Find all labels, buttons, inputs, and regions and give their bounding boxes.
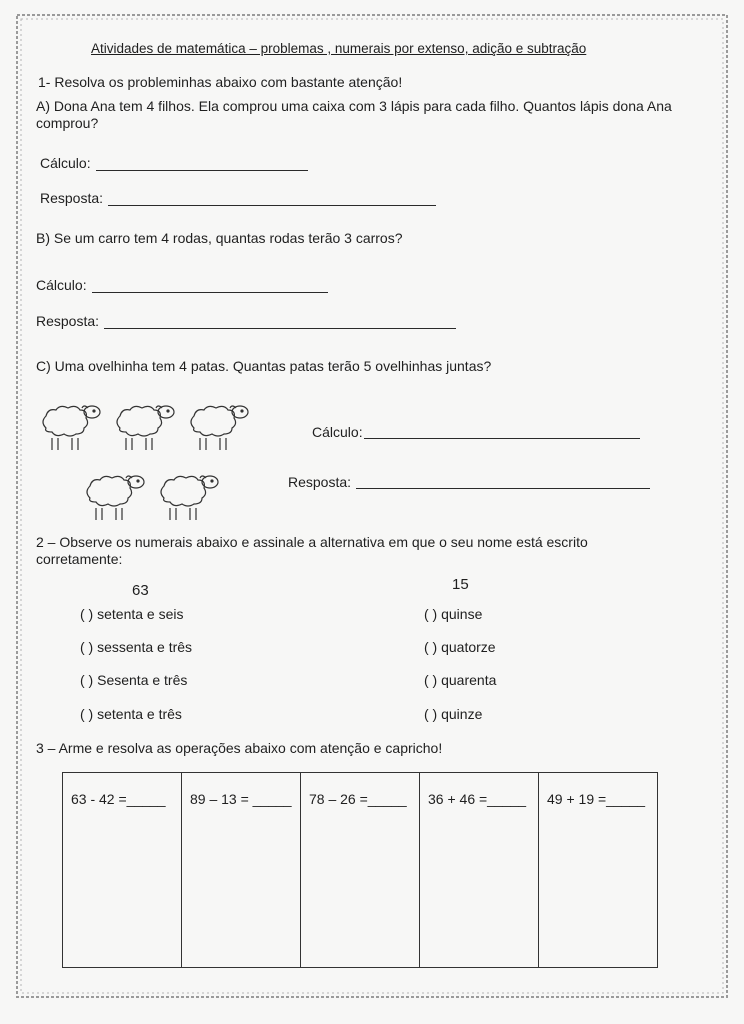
operation-text: 89 – 13 = _____ [190,791,292,807]
q1a-text: A) Dona Ana tem 4 filhos. Ela comprou uma caixa com 3 lápis para cada filho. Quantos lápis dona Ana comprou? [36,98,672,131]
q1-heading: 1- Resolva os probleminhas abaixo com bastante atenção! [38,74,403,90]
q2-left-option[interactable]: ( ) sessenta e três [80,639,193,655]
sheep-illustration [186,398,252,456]
sheep-illustration [82,468,148,526]
q2-right-option[interactable]: ( ) quinze [424,706,483,722]
q1c-answer-label: Resposta: [288,474,352,490]
q1c-calc-line[interactable] [364,438,640,439]
operation-text: 78 – 26 =_____ [309,791,407,807]
q1a-answer-label: Resposta: [40,190,104,206]
sheep-illustration [112,398,178,456]
q2-heading: 2 – Observe os numerais abaixo e assinale a alternativa em que o seu nome está escrito corretamente: [36,534,588,567]
q2-left-option[interactable]: ( ) Sesenta e três [80,672,188,688]
sheep-illustration [156,468,222,526]
q1b-calc-label: Cálculo: [36,277,87,293]
q1c-calc-label: Cálculo: [312,424,363,440]
q1a-calc-line[interactable] [96,170,308,171]
q1b-answer-label: Resposta: [36,313,100,329]
q1a-calc-label: Cálculo: [40,155,91,171]
q1b-answer-line[interactable] [104,328,456,329]
operation-cell[interactable] [301,773,420,967]
sheep-illustration [38,398,104,456]
q1b-text: B) Se um carro tem 4 rodas, quantas rodas terão 3 carros? [36,230,403,246]
operation-cell[interactable] [182,773,301,967]
q2-right-option[interactable]: ( ) quinse [424,606,483,622]
operation-cell[interactable] [63,773,182,967]
operation-text: 49 + 19 =_____ [547,791,646,807]
q1c-answer-line[interactable] [356,488,650,489]
q1a-answer-line[interactable] [108,205,436,206]
operation-text: 36 + 46 =_____ [428,791,527,807]
operation-cell[interactable] [539,773,657,967]
operation-text: 63 - 42 =_____ [71,791,166,807]
page-title: Atividades de matemática – problemas , numerais por extenso, adição e subtração [91,41,587,56]
q2-number-15: 15 [452,576,469,593]
q1b-calc-line[interactable] [92,292,328,293]
q2-right-option[interactable]: ( ) quatorze [424,639,496,655]
q1c-text: C) Uma ovelhinha tem 4 patas. Quantas patas terão 5 ovelhinhas juntas? [36,358,492,374]
q2-number-63: 63 [132,582,149,599]
operation-cell[interactable] [420,773,539,967]
q2-right-option[interactable]: ( ) quarenta [424,672,497,688]
q2-left-option[interactable]: ( ) setenta e seis [80,606,184,622]
operations-table [62,772,658,968]
q2-left-option[interactable]: ( ) setenta e três [80,706,182,722]
q3-heading: 3 – Arme e resolva as operações abaixo com atenção e capricho! [36,740,443,756]
